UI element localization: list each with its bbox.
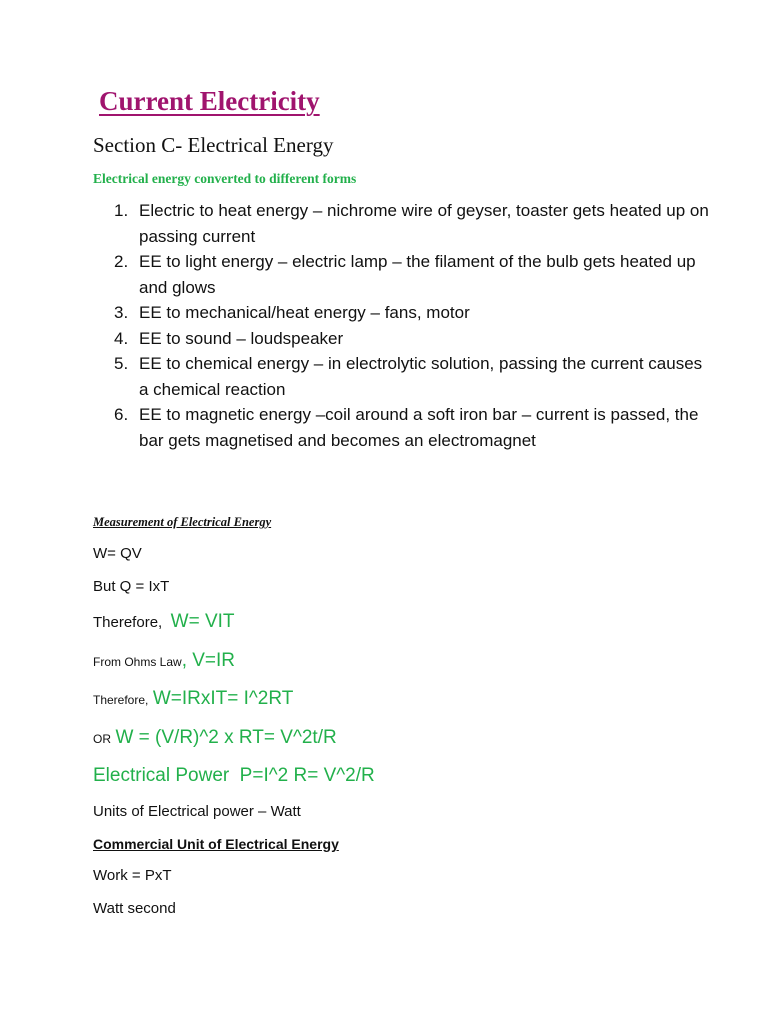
page-title: Current Electricity: [99, 86, 320, 116]
list-text: EE to light energy – electric lamp – the filament of the bulb gets heated up and glows: [139, 252, 696, 297]
therefore-label: Therefore,: [93, 693, 149, 707]
power-formula: P=I^2 R= V^2/R: [239, 765, 375, 786]
units-of-power: Units of Electrical power – Watt: [93, 803, 301, 820]
list-item: [110, 351, 710, 402]
equation-w-vit-row: [93, 611, 235, 633]
list-number: 4.: [114, 328, 129, 348]
ohms-law-label: From Ohms Law: [93, 655, 182, 669]
list-number: 6.: [114, 405, 129, 424]
formula-i2rt: W=IRxIT= I^2RT: [152, 688, 294, 709]
list-item: [110, 402, 710, 453]
formula-v2t-r: W = (V/R)^2 x RT= V^2t/R: [115, 727, 337, 748]
watt-second: Watt second: [93, 900, 176, 917]
list-number: 1.: [114, 201, 129, 220]
work-equation: Work = PxT: [93, 867, 172, 884]
electrical-power-row: [93, 765, 375, 787]
list-number: 5.: [114, 354, 129, 373]
list-item: [110, 198, 710, 249]
or-label: OR: [93, 732, 111, 746]
list-text: EE to magnetic energy –coil around a soft iron bar – current is passed, the bar gets magnetised and becomes an electromagnet: [139, 405, 699, 450]
list-text: EE to chemical energy – in electrolytic solution, passing the current causes a chemical reaction: [139, 354, 703, 399]
list-item: [110, 249, 710, 300]
list-number: 3.: [114, 303, 129, 322]
commercial-unit-heading: Commercial Unit of Electrical Energy: [93, 836, 339, 852]
equation-i2rt-row: [93, 688, 293, 710]
list-item: [110, 300, 710, 326]
power-label: Electrical Power: [93, 765, 230, 786]
formula-w-vit: W= VIT: [170, 611, 235, 632]
list-item: [110, 326, 710, 352]
list-number: 2.: [114, 252, 129, 271]
ohms-law-row: [93, 650, 235, 672]
energy-conversion-list: [110, 198, 710, 453]
equation-w-qv: W= QV: [93, 545, 142, 562]
list-text: Electric to heat energy – nichrome wire of geyser, toaster gets heated up on passing current: [139, 201, 709, 246]
formula-v-ir: , V=IR: [181, 650, 236, 671]
measurement-heading: Measurement of Electrical Energy: [93, 515, 272, 529]
equation-q-it: But Q = IxT: [93, 578, 170, 595]
list-text: EE to sound – loudspeaker: [139, 328, 344, 348]
equation-v2t-row: [93, 727, 337, 749]
subheading: Electrical energy converted to different forms: [93, 171, 357, 186]
section-heading: Section C- Electrical Energy: [93, 133, 334, 157]
list-text: EE to mechanical/heat energy – fans, motor: [139, 303, 470, 322]
therefore-label: Therefore,: [93, 614, 163, 631]
